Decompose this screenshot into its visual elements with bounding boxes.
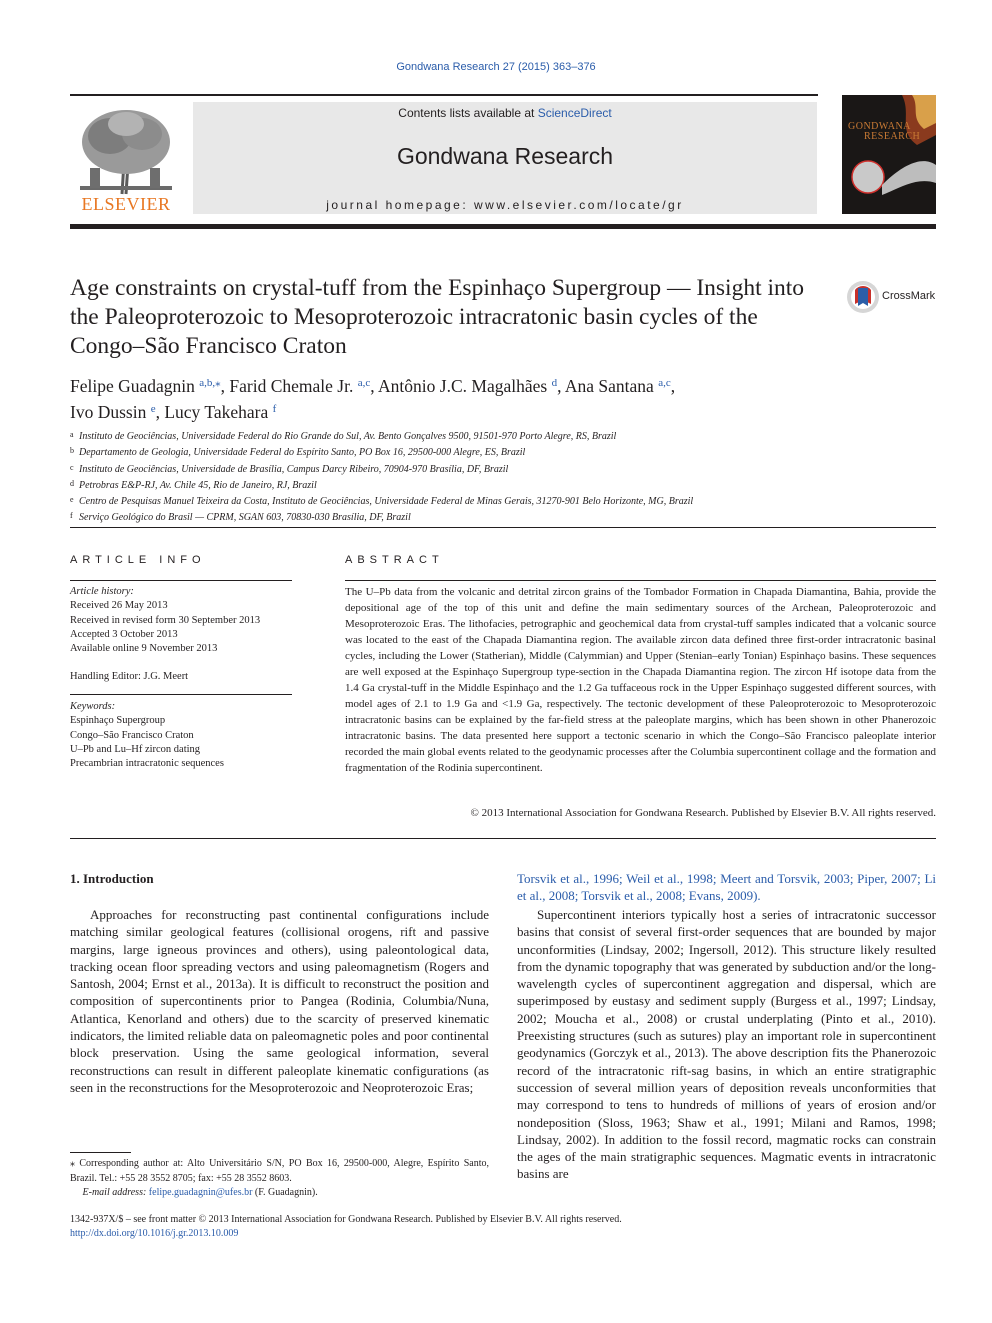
crossmark-icon	[846, 280, 880, 314]
cover-title-line-1: GONDWANA	[848, 121, 911, 132]
corresponding-author-footnote	[70, 1157, 489, 1201]
cover-image	[842, 95, 936, 214]
keyword: Espinhaço Supergroup	[70, 715, 166, 727]
history-item: Received 26 May 2013	[70, 600, 168, 612]
cover-title-line-2: RESEARCH	[864, 131, 921, 142]
article-history	[70, 585, 292, 656]
author[interactable]: Ivo Dussin $^e$	[70, 402, 156, 422]
article-title: Age constraints on crystal-tuff from the Espinhaço Supergroup — Insight into the Paleoproterozoic to Mesoproterozoic intracratonic basin cycles of the Congo–São Francisco Craton	[70, 275, 805, 359]
introduction-right-column-continuation: Torsvik et al., 1996; Weil et al., 1998; Meert and Torsvik, 2003; Piper, 2007; Li et al., 2008; Torsvik et al., 2008; Evans, 2009).	[517, 871, 936, 904]
abstract-rule	[345, 580, 936, 581]
affiliation: d Petrobras E&P-RJ, Av. Chile 45, Rio de Janeiro, RJ, Brazil	[70, 478, 317, 491]
abstract-copyright: © 2013 International Association for Gondwana Research. Published by Elsevier B.V. All rights reserved.	[470, 807, 936, 819]
elsevier-logo	[70, 102, 182, 214]
keyword: Congo–São Francisco Craton	[70, 729, 194, 741]
doi-link[interactable]: http://dx.doi.org/10.1016/j.gr.2013.10.009	[70, 1228, 239, 1239]
introduction-heading: 1. Introduction	[70, 871, 154, 886]
article-info-heading: ARTICLE INFO	[70, 554, 206, 566]
contents-line	[193, 106, 817, 120]
journal-homepage[interactable]: journal homepage: www.elsevier.com/locate/gr	[326, 198, 684, 212]
author[interactable]: Farid Chemale Jr. $^{a,c}$	[229, 376, 371, 396]
email-label: E-mail address:	[82, 1187, 147, 1198]
info-rule	[70, 694, 292, 695]
author[interactable]: Ana Santana $^{a,c}$	[564, 376, 671, 396]
footnote-rule	[70, 1152, 131, 1153]
history-item: Received in revised form 30 September 2013	[70, 614, 261, 626]
keywords-label: Keywords:	[70, 701, 116, 712]
contents-prefix: Contents lists available at	[398, 106, 538, 120]
header-rule	[70, 94, 818, 96]
abstract-heading: ABSTRACT	[345, 554, 444, 566]
keyword: U–Pb and Lu–Hf zircon dating	[70, 743, 201, 755]
author-list: Felipe Guadagnin $^{a,b,⁎}$, Farid Chemale Jr. $^{a,c}$, Antônio J.C. Magalhães $^d$, Ana Santana $^{a,c}$, Ivo Dussin $^e$, Lucy Takehara $^f$	[70, 376, 676, 422]
abstract-body: The U–Pb data from the volcanic and detrital zircon grains of the Tombador Formation in Chapada Diamantina, Bahia, provide the depositional age of the top of this unit and define the main sedimentary sources of the Archean, Paleoproterozoic and Mesoproterozoic Eras. The lithofacies, petrographic and geochemical data from crystal-tuff samples indicated that a volcanic source was located to the east of the Chapada Diamantina region. The available zircon data defined three first-order intracratonic basinal cycles, including the Lower (Statherian), Middle (Calymmian) and Upper (Stenian–early Tonian) Espinhaço basins. These sequences are well exposed at the Espinhaço Supergroup type-section in the Chapada Diamantina region. The zircon Hf isotope data from the 1.4 Ga crystal-tuff in the Middle Espinhaço and the 1.2 Ga tuffaceous rock in the Upper Espinhaço suggested different sources, with model ages of 2.1 to 1.9 Ga and <1.9 Ga, respectively. The tectonic development of these Paleoproterozoic to Mesoproterozoic intracratonic basins can be explained by the far-field stress at the paleoplate margins, which has been shown in other Phanerozoic intracratonic basins. The data presented here support a tectonic scenario in which the Congo–São Francisco paleoplate interior recorded the main global events related to the geodynamic processes after the Columbia supercontinent collage and the formation and fragmentation of the Rodinia supercontinent.	[345, 586, 936, 774]
keyword: Precambrian intracratonic sequences	[70, 758, 224, 770]
crossmark-label: CrossMark	[882, 290, 936, 302]
journal-reference[interactable]: Gondwana Research 27 (2015) 363–376	[396, 61, 596, 73]
journal-title: Gondwana Research	[396, 143, 614, 169]
email-suffix: (F. Guadagnin).	[254, 1187, 318, 1198]
affiliation: b Departamento de Geologia, Universidade Federal do Espírito Santo, PO Box 16, 29500-000 Alegre, ES, Brazil	[70, 446, 526, 459]
history-item: Accepted 3 October 2013	[70, 628, 178, 640]
introduction-right-column: Supercontinent interiors typically host a series of intracratonic successor basins that consist of several first-order sequences that are bounded by major unconformities (Lindsay, 2002; Ingersoll, 2012). This structure likely resulted from the dynamic topography that was generated by subduction and/or the long-wavelength cycles of supercontinent aggregation and dispersal, which are superimposed by eustasy and sediment supply (Burgess et al., 1997; Lindsay, 2002; Moucha et al., 2008) or crustal underplating (Pinto et al., 2010). Preexisting structures (such as sutures) play an important role in supercontinent geodynamics (Gorczyk et al., 2013). The above description fits the Phanerozoic record of the intracratonic rift-sag basins, in which an entire stratigraphic succession of several million years of deposition reveals unconformities that may correspond to tens to hundreds of millions of years of erosion and/or nondeposition (Sloss, 1963; Shaw et al., 1991; Milani and Ramos, 1998; Lindsay, 2002). In addition to the fossil record, magmatic rocks can constrain the ages of the main stratigraphic sequences. Magmatic events in intracratonic basins are	[517, 907, 936, 1182]
affiliation: c Instituto de Geociências, Universidade de Brasília, Campus Darcy Ribeiro, 70904-970 Brasília, DF, Brazil	[70, 462, 509, 475]
affiliation: f Serviço Geológico do Brasil — CPRM, SGAN 603, 70830-030 Brasília, DF, Brazil	[70, 511, 411, 524]
history-label: Article history:	[70, 586, 134, 597]
history-item: Available online 9 November 2013	[70, 643, 218, 655]
header-thick-rule	[70, 224, 936, 229]
affiliation-list	[70, 428, 930, 526]
author[interactable]: Antônio J.C. Magalhães $^d$	[378, 376, 558, 396]
issn-line: 1342-937X/$ – see front matter © 2013 International Association for Gondwana Research. Published by Elsevier B.V. All rights reserved.	[70, 1214, 622, 1225]
author[interactable]: Lucy Takehara $^f$	[164, 402, 277, 422]
crossmark-badge[interactable]	[846, 280, 941, 316]
keywords	[70, 700, 292, 771]
section-rule	[70, 838, 936, 839]
introduction-left-column: Approaches for reconstructing past continental configurations include matching similar geological features (collisional orogens, rift and passive margins, large igneous provinces and others), using paleontological data, tracking ocean floor spreading vectors and using paleomagnetism (Rogers and Santosh, 2004; Ernst et al., 2013a). It is difficult to reconstruct the position and composition of supercontinents prior to Pangea (Rodinia, Columbia/Nuna, Atlantica, Kenorland and others) due to the scarcity of preserved kinematic indicators, the limited reliable data on paleomagnetic poles and poor continental block preservation. Using the same geological information, several reconstructions can result in different paleoplate kinematic configurations (as seen in the reconstructions for the Mesoproterozoic and Neoproterozoic Eras;	[70, 907, 489, 1095]
journal-cover	[842, 95, 936, 214]
email-link[interactable]: felipe.guadagnin@ufes.br	[148, 1187, 253, 1198]
affiliation: e Centro de Pesquisas Manuel Teixeira da Costa, Instituto de Geociências, Universidade Federal de Minas Gerais, 31270-901 Belo Horizonte, MG, Brazil	[70, 495, 694, 508]
publisher-name: ELSEVIER	[81, 194, 171, 214]
affiliation: a Instituto de Geociências, Universidade Federal do Rio Grande do Sul, Av. Bento Gonçalves 9500, 91501-970 Porto Alegre, RS, Brazil	[70, 430, 617, 442]
footnote-text: ⁎ Corresponding author at: Alto Universitário S/N, PO Box 16, 29500-000, Alegre, Espírito Santo, Brazil. Tel.: +55 28 3552 8705; fax: +55 28 3552 8603.	[70, 1158, 489, 1184]
info-rule	[70, 580, 292, 581]
author[interactable]: Felipe Guadagnin $^{a,b,⁎}$	[70, 376, 221, 396]
section-rule	[70, 527, 936, 528]
sciencedirect-link[interactable]: ScienceDirect	[537, 106, 612, 120]
handling-editor: Handling Editor: J.G. Meert	[70, 671, 189, 682]
